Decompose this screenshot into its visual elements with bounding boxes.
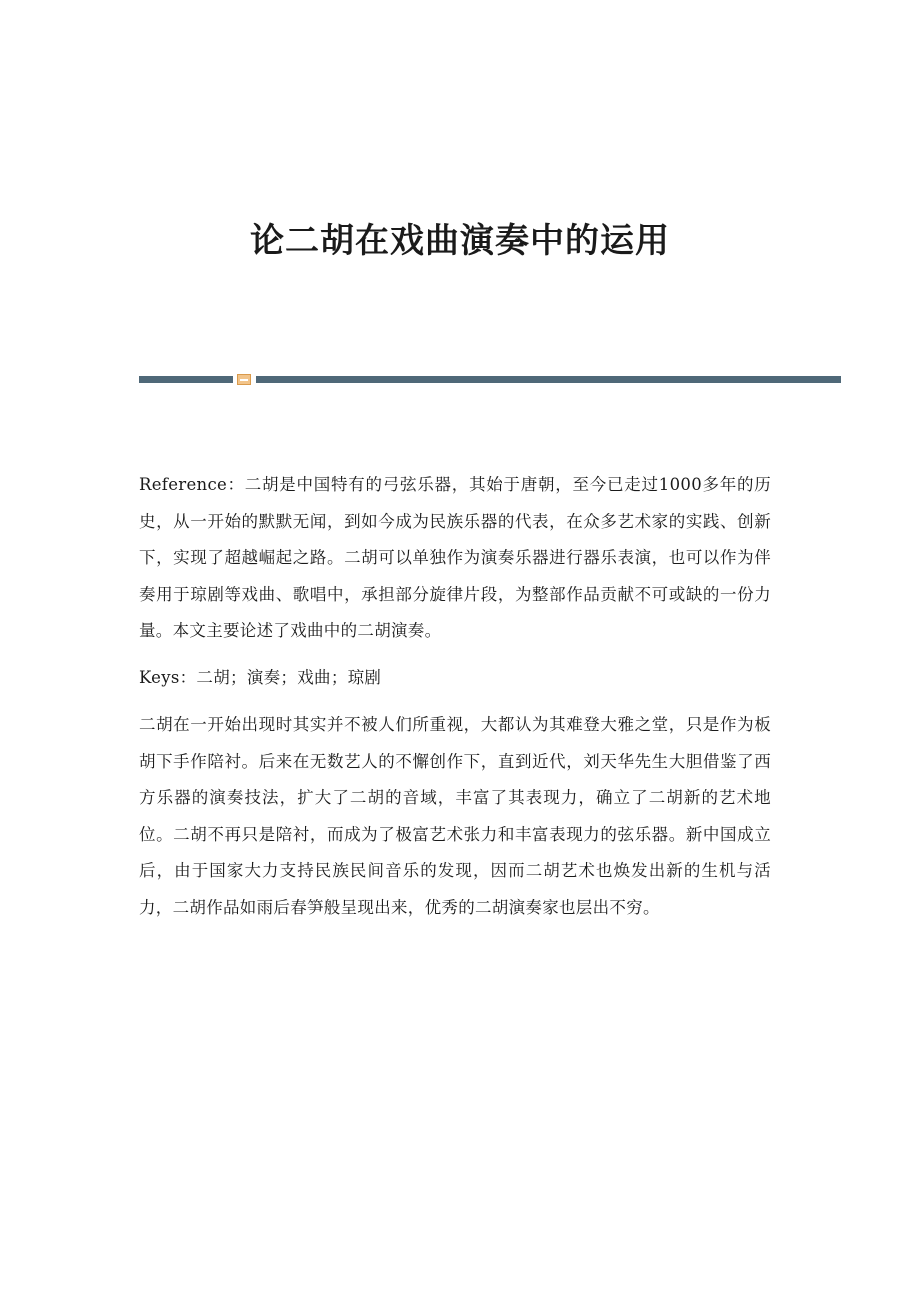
body-paragraph: 二胡在一开始出现时其实并不被人们所重视，大都认为其难登大雅之堂，只是作为板胡下手作陪衬。后来在无数艺人的不懈创作下，直到近代，刘天华先生大胆借鉴了西方乐器的演奏技法，扩大了二胡的音域，丰富了其表现力，确立了二胡新的艺术地位。二胡不再只是陪衬，而成为了极富艺术张力和丰富表现力的弦乐器。新中国成立后，由于国家大力支持民族民间音乐的发现，因而二胡艺术也焕发出新的生机与活力，二胡作品如雨后春笋般呈现出来，优秀的二胡演奏家也层出不穷。 [139, 715, 771, 917]
decorative-emblem-icon [237, 374, 251, 385]
keywords-line: Keys：二胡；演奏；戏曲；琼剧 [139, 668, 382, 687]
title-divider [139, 374, 841, 386]
divider-bar-right [256, 376, 841, 383]
divider-bar-left [139, 376, 233, 383]
document-title: 论二胡在戏曲演奏中的运用 [250, 221, 670, 261]
reference-paragraph: Reference：二胡是中国特有的弓弦乐器，其始于唐朝，至今已走过1000多年的历史，从一开始的默默无闻，到如今成为民族乐器的代表，在众多艺术家的实践、创新下，实现了超越崛起之路。二胡可以单独作为演奏乐器进行器乐表演，也可以作为伴奏用于琼剧等戏曲、歌唱中，承担部分旋律片段，为整部作品贡献不可或缺的一份力量。本文主要论述了戏曲中的二胡演奏。 [139, 475, 771, 640]
document-body [139, 467, 771, 937]
